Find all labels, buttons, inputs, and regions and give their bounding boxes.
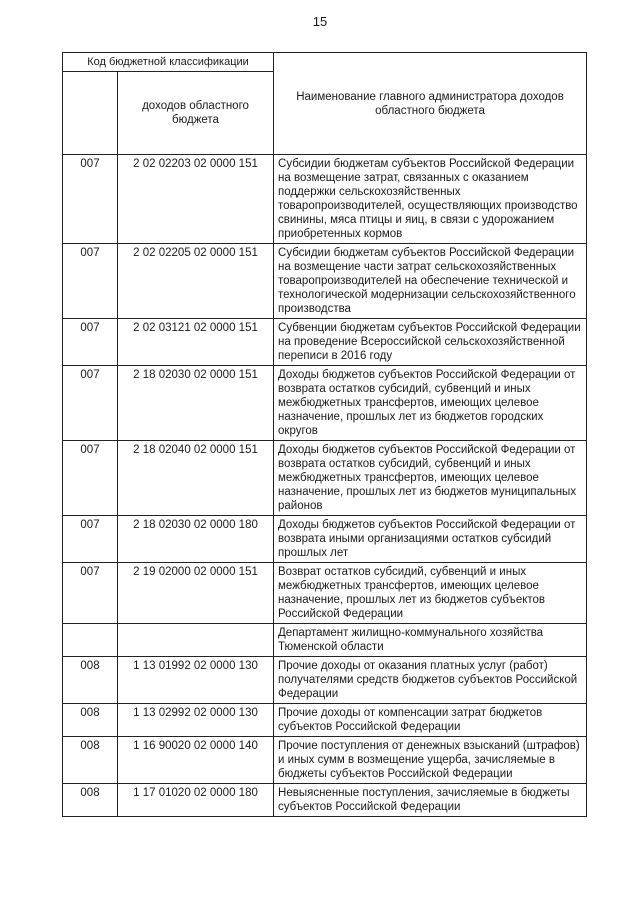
admin-code-cell: 007 [63,155,118,244]
budget-code-cell: 2 18 02040 02 0000 151 [118,441,274,516]
description-cell: Доходы бюджетов субъектов Российской Федерации от возврата остатков субсидий, субвенций и иных межбюджетных трансфертов, имеющих целевое назначение, прошлых лет из бюджетов муниципальных районов [274,441,587,516]
table-body [63,155,587,817]
budget-code-cell [118,624,274,657]
table-row [63,784,587,817]
admin-name-header: Наименование главного администратора доходов областного бюджета [274,53,587,155]
admin-code-header [63,72,118,155]
budget-classification-table [62,52,587,817]
description-cell: Доходы бюджетов субъектов Российской Федерации от возврата остатков субсидий, субвенций и иных межбюджетных трансфертов, имеющих целевое назначение, прошлых лет из бюджетов городских округов [274,366,587,441]
table-row [63,657,587,704]
admin-code-cell: 007 [63,366,118,441]
admin-code-cell: 007 [63,441,118,516]
description-cell: Субвенции бюджетам субъектов Российской Федерации на проведение Всероссийской сельскохозяйственной переписи в 2016 году [274,319,587,366]
table-row [63,441,587,516]
table-row [63,563,587,624]
admin-code-cell: 008 [63,784,118,817]
budget-code-cell: 1 13 02992 02 0000 130 [118,704,274,737]
table-row [63,516,587,563]
admin-code-cell: 008 [63,737,118,784]
budget-code-cell: 1 17 01020 02 0000 180 [118,784,274,817]
table-row [63,244,587,319]
classification-header: Код бюджетной классификации [63,53,274,72]
description-cell: Невыясненные поступления, зачисляемые в бюджеты субъектов Российской Федерации [274,784,587,817]
description-cell: Прочие доходы от оказания платных услуг (работ) получателями средств бюджетов субъектов Российской Федерации [274,657,587,704]
table-row [63,737,587,784]
description-cell: Прочие поступления от денежных взысканий (штрафов) и иных сумм в возмещение ущерба, зачисляемые в бюджеты субъектов Российской Федерации [274,737,587,784]
budget-code-cell: 2 02 02203 02 0000 151 [118,155,274,244]
table-row [63,366,587,441]
admin-code-cell: 007 [63,516,118,563]
table-row [63,319,587,366]
department-row [63,624,587,657]
description-cell: Субсидии бюджетам субъектов Российской Федерации на возмещение затрат, связанных с оказанием поддержки сельскохозяйственных товаропроизводителей, осуществляющих производство свинины, мяса птицы и яиц, в связи с удорожанием приобретенных кормов [274,155,587,244]
admin-code-cell: 008 [63,704,118,737]
budget-code-cell: 2 02 02205 02 0000 151 [118,244,274,319]
budget-code-cell: 1 16 90020 02 0000 140 [118,737,274,784]
budget-code-cell: 2 02 03121 02 0000 151 [118,319,274,366]
department-name-cell: Департамент жилищно-коммунального хозяйства Тюменской области [274,624,587,657]
description-cell: Доходы бюджетов субъектов Российской Федерации от возврата иными организациями остатков субсидий прошлых лет [274,516,587,563]
table-row [63,155,587,244]
budget-code-cell: 2 18 02030 02 0000 151 [118,366,274,441]
budget-code-cell: 1 13 01992 02 0000 130 [118,657,274,704]
admin-code-cell: 007 [63,319,118,366]
budget-code-cell: 2 18 02030 02 0000 180 [118,516,274,563]
description-cell: Возврат остатков субсидий, субвенций и иных межбюджетных трансфертов, имеющих целевое назначение, прошлых лет из бюджетов субъектов Российской Федерации [274,563,587,624]
description-cell: Субсидии бюджетам субъектов Российской Федерации на возмещение части затрат сельскохозяйственных товаропроизводителей на обеспечение технической и технологической модернизации сельскохозяйственного производства [274,244,587,319]
table-row [63,704,587,737]
income-code-header: доходов областного бюджета [118,72,274,155]
admin-code-cell [63,624,118,657]
budget-code-cell: 2 19 02000 02 0000 151 [118,563,274,624]
page-number: 15 [312,14,328,29]
admin-code-cell: 007 [63,563,118,624]
description-cell: Прочие доходы от компенсации затрат бюджетов субъектов Российской Федерации [274,704,587,737]
admin-code-cell: 008 [63,657,118,704]
admin-code-cell: 007 [63,244,118,319]
